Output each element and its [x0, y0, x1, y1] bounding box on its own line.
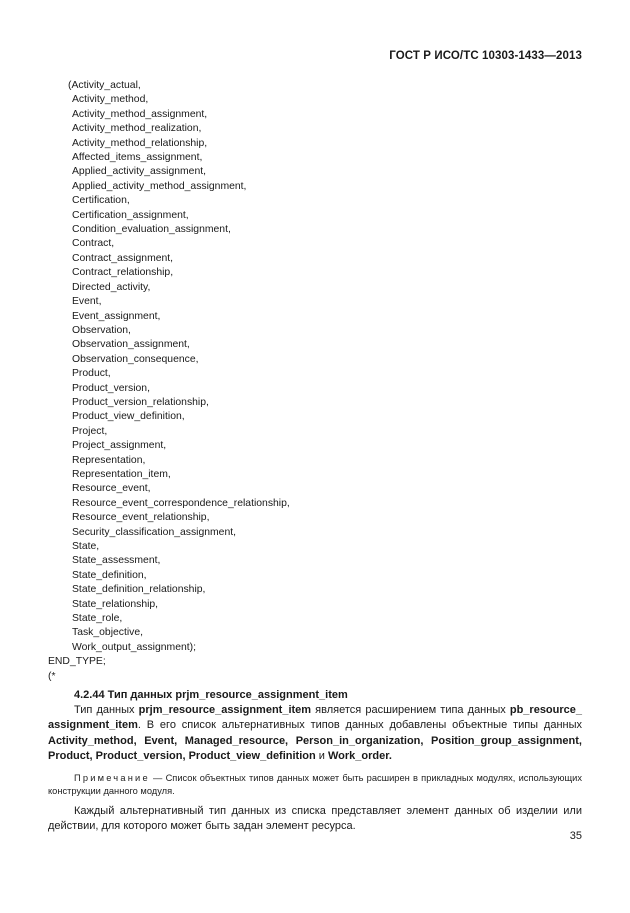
code-line: State_role, — [72, 613, 123, 625]
code-line: Certification_assignment, — [72, 209, 189, 221]
section-paragraph-2: Каждый альтернативный тип данных из списка представляет элемент данных об изделии или действии, для которого может быть задан элемент ресурса. — [48, 805, 582, 833]
code-line: State, — [72, 541, 100, 552]
code-line: Condition_evaluation_assignment, — [72, 224, 231, 236]
code-line: Applied_activity_method_assignment, — [72, 180, 247, 192]
code-line: Representation_item, — [72, 468, 171, 480]
code-line: Security_classification_assignment, — [72, 526, 237, 538]
page-number: 35 — [569, 830, 582, 842]
code-line: Project, — [72, 425, 108, 437]
note-label: Примечание — [74, 773, 150, 784]
code-line: Directed_activity, — [72, 281, 151, 293]
section-title: 4.2.44 Тип данных prjm_resource_assignment_item — [74, 689, 348, 701]
code-line: Contract_assignment, — [72, 252, 174, 264]
code-line: Representation, — [72, 454, 146, 466]
code-line: Task_objective, — [72, 627, 144, 639]
code-line: Product, — [72, 368, 111, 380]
code-line: Product_version_relationship, — [72, 396, 209, 408]
code-line: Activity_method_relationship, — [72, 137, 208, 149]
code-line: Work_output_assignment); — [72, 641, 196, 653]
code-line: Affected_items_assignment, — [72, 152, 203, 164]
note-paragraph — [48, 772, 582, 798]
code-line: Observation_assignment, — [72, 339, 190, 351]
code-item-list — [48, 93, 290, 655]
code-line: Resource_event_correspondence_relationship, — [72, 497, 290, 509]
code-line: Project_assignment, — [72, 440, 167, 452]
express-code-block — [48, 79, 290, 684]
comment-open-line: (* — [48, 670, 56, 682]
code-line: Activity_method, — [72, 94, 149, 106]
code-line: (Activity_actual, — [68, 80, 141, 91]
section-paragraph-1: Тип данных prjm_resource_assignment_item является расширением типа данных pb_resource_ assignment_item. В его список альтернативных типов данных добавлены объектные типы данных Activity_method, Event, Managed_resource, Person_in_organization, Position_group_assignment, Product, Product_version, Product_view_definition и Work_order. — [48, 704, 583, 762]
code-line: Resource_event, — [72, 483, 151, 495]
code-line: Applied_activity_assignment, — [72, 166, 206, 178]
code-line: Product_view_definition, — [72, 411, 185, 423]
code-line: Event, — [72, 296, 102, 308]
code-line: Activity_method_assignment, — [72, 108, 208, 120]
code-line: State_definition_relationship, — [72, 584, 206, 596]
code-line: Activity_method_realization, — [72, 123, 202, 135]
code-line: Contract, — [72, 238, 115, 250]
code-line: State_definition, — [72, 569, 147, 581]
code-line: Observation, — [72, 324, 131, 336]
code-line: Resource_event_relationship, — [72, 512, 210, 524]
code-line: Observation_consequence, — [72, 353, 199, 365]
code-line: State_assessment, — [72, 555, 161, 567]
document-header: ГОСТ Р ИСО/ТС 10303-1433—2013 — [389, 50, 582, 62]
code-line: Contract_relationship, — [72, 267, 174, 279]
end-type-line: END_TYPE; — [48, 656, 106, 668]
code-line: State_relationship, — [72, 598, 159, 610]
code-line: Event_assignment, — [72, 310, 161, 322]
code-line: Product_version, — [72, 382, 150, 394]
code-line: Certification, — [72, 195, 130, 207]
section-4-2-44 — [48, 688, 582, 835]
note-text: — Список объектных типов данных может быть расширен в прикладных модулях, использующих конструкции данного модуля. — [48, 773, 582, 797]
